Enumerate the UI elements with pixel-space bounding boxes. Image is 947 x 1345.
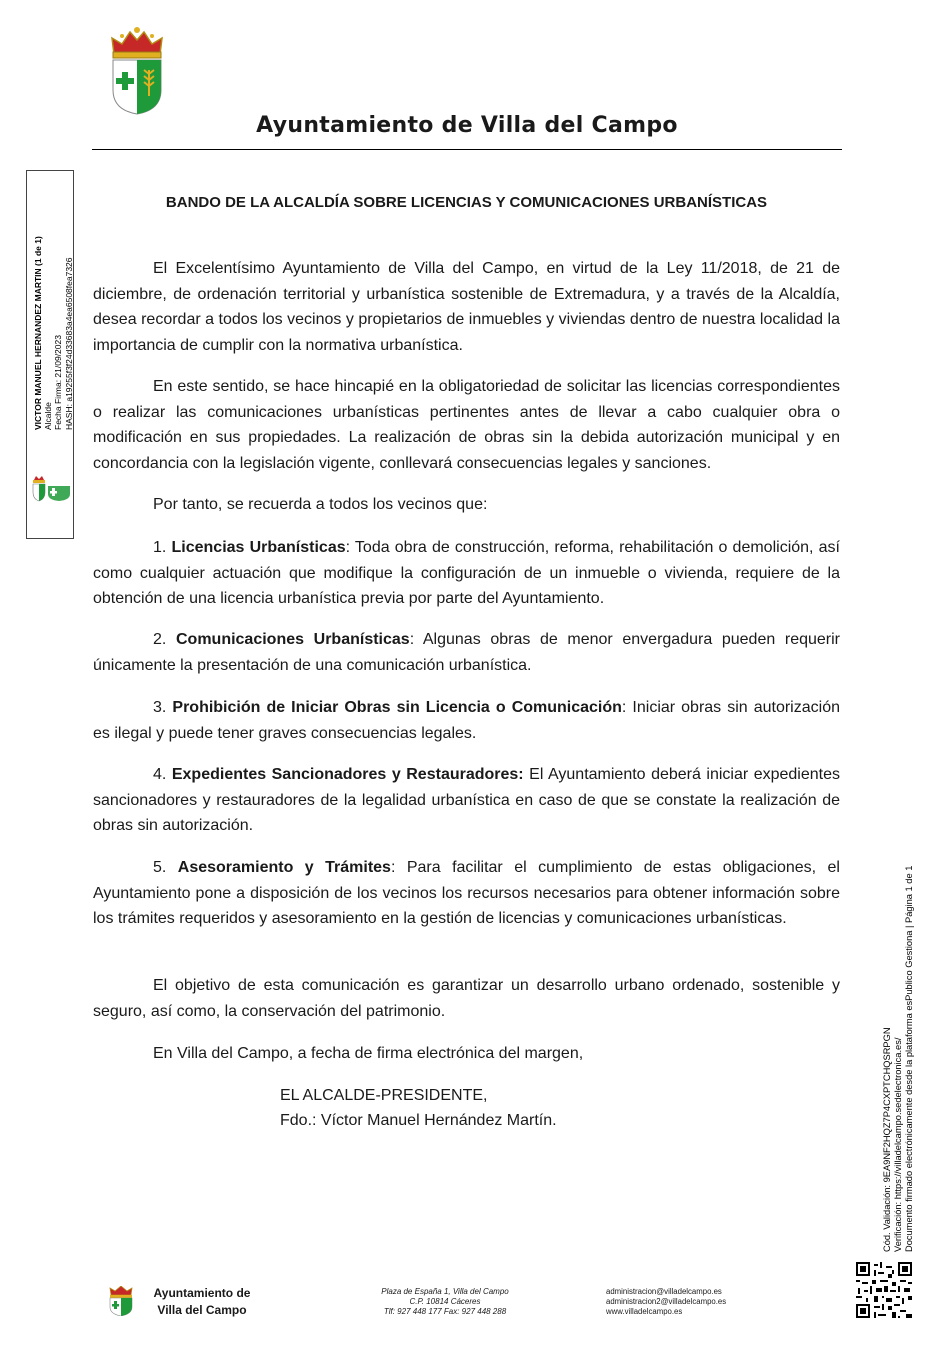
qr-code-icon: [856, 1262, 912, 1318]
paragraph-reminder: Por tanto, se recuerda a todos los vecinos que:: [153, 496, 488, 513]
footer-contact: [606, 1287, 726, 1317]
list-item: [93, 695, 840, 746]
item-title: Prohibición de Iniciar Obras sin Licencia o Comunicación: [172, 699, 622, 716]
item-number: 5.: [153, 859, 178, 876]
item-text: : Para facilitar el cumplimiento de estas obligaciones, el Ayuntamiento pone a disposición de los vecinos los recursos necesarios para obtener información sobre los trámites requeridos y asesoramiento en la gestión de licencias y comunicaciones urbanísticas.: [93, 859, 840, 927]
footer-coat-icon: [108, 1286, 134, 1316]
item-text: : Algunas obras de menor envergadura pueden requerir únicamente la presentación de una comunicación urbanística.: [93, 631, 841, 674]
item-number: 1.: [153, 539, 172, 556]
list-item: [93, 627, 840, 678]
item-text: : Iniciar obras sin autorización es ilegal y puede tener graves consecuencias legales.: [93, 699, 840, 742]
footer-web-link[interactable]: www.villadelcampo.es: [606, 1307, 683, 1316]
list-item: [93, 762, 840, 839]
item-title: Asesoramiento y Trámites: [177, 859, 391, 876]
signature-hash: HASH: a19255f3f24d33683a4ea6508fea7326: [63, 257, 74, 430]
footer-name-line: Ayuntamiento de: [153, 1286, 251, 1300]
footer-name-line: Villa del Campo: [157, 1303, 247, 1317]
item-number: 2.: [153, 631, 176, 648]
item-title: Comunicaciones Urbanísticas: [175, 631, 410, 648]
item-title: Licencias Urbanísticas: [171, 539, 346, 556]
footer-email-link[interactable]: administracion2@villadelcampo.es: [606, 1297, 727, 1306]
list-item: [93, 855, 840, 932]
signer-name: VICTOR MANUEL HERNANDEZ MARTIN (1 de 1): [33, 236, 43, 430]
footer-address: [360, 1287, 530, 1317]
signature-coat-icon: [30, 476, 72, 502]
item-title: Expedientes Sancionadores y Restauradores:: [171, 766, 524, 783]
item-text: : Toda obra de construcción, reforma, rehabilitación o demolición, así como cualquier actuación que modifique la configuración de un inmueble o vivienda, requiere de la obtención de una licencia urbanística previa por parte del Ayuntamiento.: [93, 539, 840, 607]
paragraph-intro: El Excelentísimo Ayuntamiento de Villa del Campo, en virtud de la Ley 11/2018, de 21 de diciembre, de ordenación territorial y urbanística sostenible de Extremadura, y a través de la Alcaldía, desea recordar a todos los vecinos y propietarios de inmuebles y viviendas dentro de nuestra localidad la importancia de cumplir con la normativa urbanística.: [93, 260, 840, 354]
paragraph-emphasis: En este sentido, se hace hincapié en la obligatoriedad de solicitar las licencias correspondientes o realizar las comunicaciones urbanísticas pertinentes antes de llevar a cabo cualquier obra o modificación en sus propiedades. La realización de obras sin la debida autorización municipal y en concordancia con la legislación vigente, conllevará consecuencias legales y sanciones.: [93, 378, 840, 472]
footer-org-name: [146, 1285, 258, 1319]
coat-of-arms-logo: [108, 24, 166, 116]
paragraph-place-date: En Villa del Campo, a fecha de firma electrónica del margen,: [153, 1045, 584, 1062]
signer-role: Alcalde: [43, 402, 54, 430]
signature-stamp: [33, 50, 74, 430]
footer-address-line: Plaza de España 1, Villa del Campo: [381, 1287, 509, 1296]
validation-code: Cód. Validación: 9EA9NF2HQZ7P4CXPTCHQSRPGN: [882, 1027, 892, 1252]
verification-url[interactable]: Verificación: https://villadelcampo.sedelectronica.es/: [892, 1037, 903, 1252]
footer-email-link[interactable]: administracion@villadelcampo.es: [606, 1287, 722, 1296]
signature-date: Fecha Firma: 21/09/2023: [53, 335, 64, 430]
signed-platform-note: Documento firmado electrónicamente desde la plataforma esPublico Gestiona | Página 1 de 1: [903, 865, 914, 1252]
footer-phone-line: Tlf: 927 448 177 Fax: 927 448 288: [383, 1307, 507, 1316]
org-title: Ayuntamiento de Villa del Campo: [256, 113, 678, 138]
item-number: 4.: [153, 766, 172, 783]
verification-strip: [882, 832, 914, 1252]
document-title: BANDO DE LA ALCALDÍA SOBRE LICENCIAS Y COMUNICACIONES URBANÍSTICAS: [165, 194, 768, 211]
item-text: El Ayuntamiento deberá iniciar expedientes sancionadores y restauradores de la legalidad urbanística en caso de que se constate la realización de obras sin autorización.: [93, 766, 840, 834]
signature-role: EL ALCALDE-PRESIDENTE,: [280, 1087, 488, 1104]
item-number: 3.: [153, 699, 173, 716]
paragraph-objective: El objetivo de esta comunicación es garantizar un desarrollo urbano ordenado, sostenible y seguro, así como, la conservación del patrimonio.: [93, 977, 840, 1020]
header-divider: [92, 149, 842, 150]
list-item: [93, 535, 840, 612]
footer-address-line: C.P. 10814 Cáceres: [409, 1297, 481, 1306]
signature-name: Fdo.: Víctor Manuel Hernández Martín.: [280, 1112, 557, 1129]
